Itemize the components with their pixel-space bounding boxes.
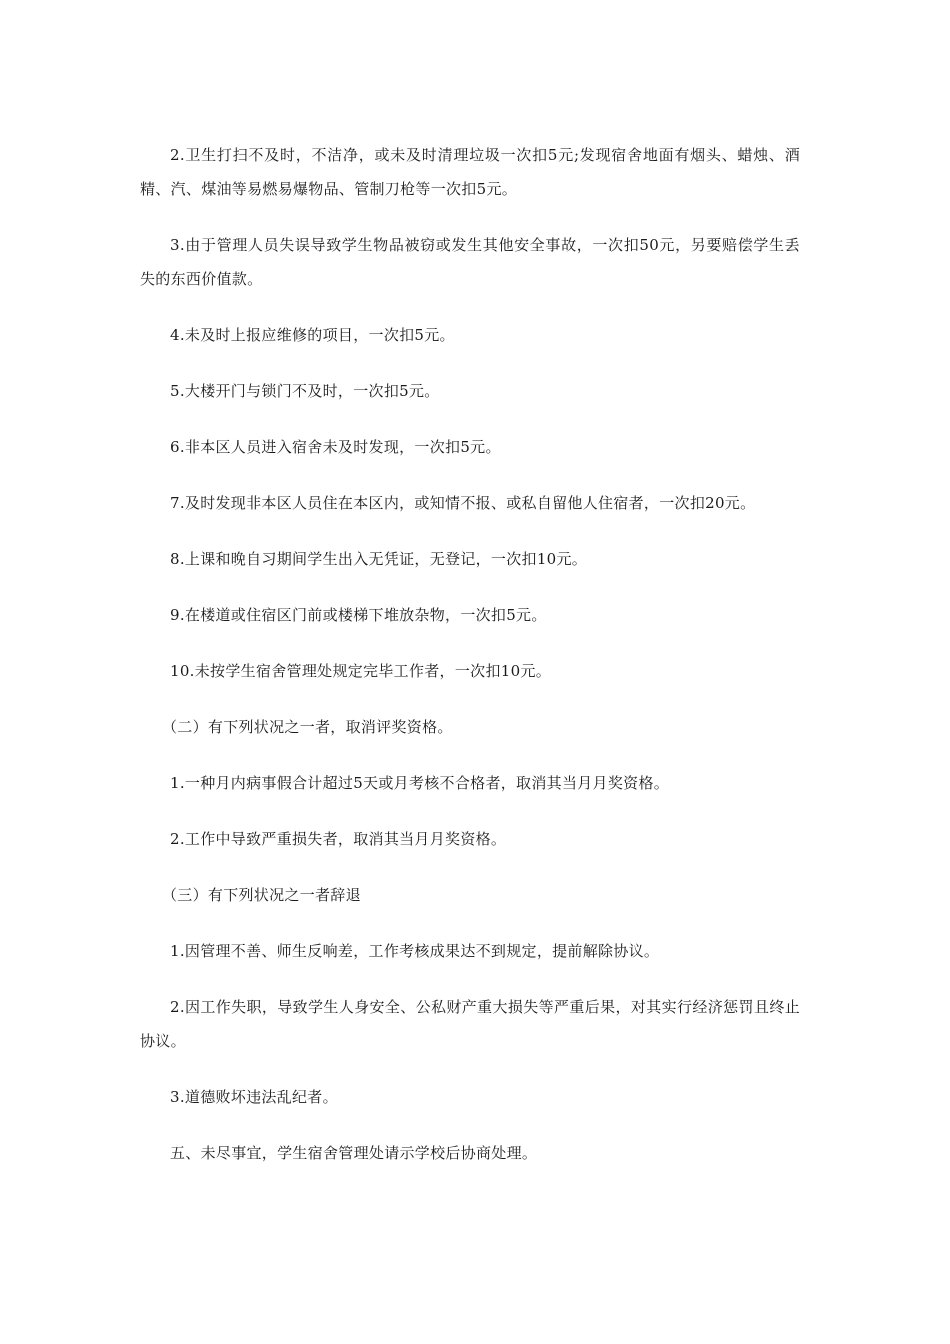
document-body bbox=[140, 138, 800, 1170]
paragraph-4: 5.大楼开门与锁门不及时，一次扣5元。 bbox=[170, 382, 440, 400]
section-heading-3: （三）有下列状况之一者辞退 bbox=[162, 886, 361, 904]
paragraph-5: 6.非本区人员进入宿舍未及时发现，一次扣5元。 bbox=[170, 438, 501, 456]
paragraph-14: 3.道德败坏违法乱纪者。 bbox=[170, 1088, 338, 1106]
paragraph-10: 1.一种月内病事假合计超过5天或月考核不合格者，取消其当月月奖资格。 bbox=[170, 774, 670, 792]
paragraph-1: 2.卫生打扫不及时，不洁净，或未及时清理垃圾一次扣5元;发现宿舍地面有烟头、蜡烛、酒精、汽、煤油等易燃易爆物品、管制刀枪等一次扣5元。 bbox=[140, 146, 800, 198]
paragraph-3: 4.未及时上报应维修的项目，一次扣5元。 bbox=[170, 326, 455, 344]
paragraph-9: 10.未按学生宿舍管理处规定完毕工作者，一次扣10元。 bbox=[170, 662, 552, 680]
paragraph-6: 7.及时发现非本区人员住在本区内，或知情不报、或私自留他人住宿者，一次扣20元。 bbox=[170, 494, 756, 512]
section-heading-2: （二）有下列状况之一者，取消评奖资格。 bbox=[162, 718, 453, 736]
paragraph-8: 9.在楼道或住宿区门前或楼梯下堆放杂物，一次扣5元。 bbox=[170, 606, 547, 624]
paragraph-7: 8.上课和晚自习期间学生出入无凭证，无登记，一次扣10元。 bbox=[170, 550, 588, 568]
paragraph-13: 2.因工作失职，导致学生人身安全、公私财产重大损失等严重后果，对其实行经济惩罚且终止协议。 bbox=[140, 998, 800, 1050]
paragraph-12: 1.因管理不善、师生反响差，工作考核成果达不到规定，提前解除协议。 bbox=[170, 942, 660, 960]
paragraph-2: 3.由于管理人员失误导致学生物品被窃或发生其他安全事故，一次扣50元，另要赔偿学生丢失的东西价值款。 bbox=[140, 236, 800, 288]
section-five: 五、未尽事宜，学生宿舍管理处请示学校后协商处理。 bbox=[170, 1144, 538, 1162]
paragraph-11: 2.工作中导致严重损失者，取消其当月月奖资格。 bbox=[170, 830, 507, 848]
